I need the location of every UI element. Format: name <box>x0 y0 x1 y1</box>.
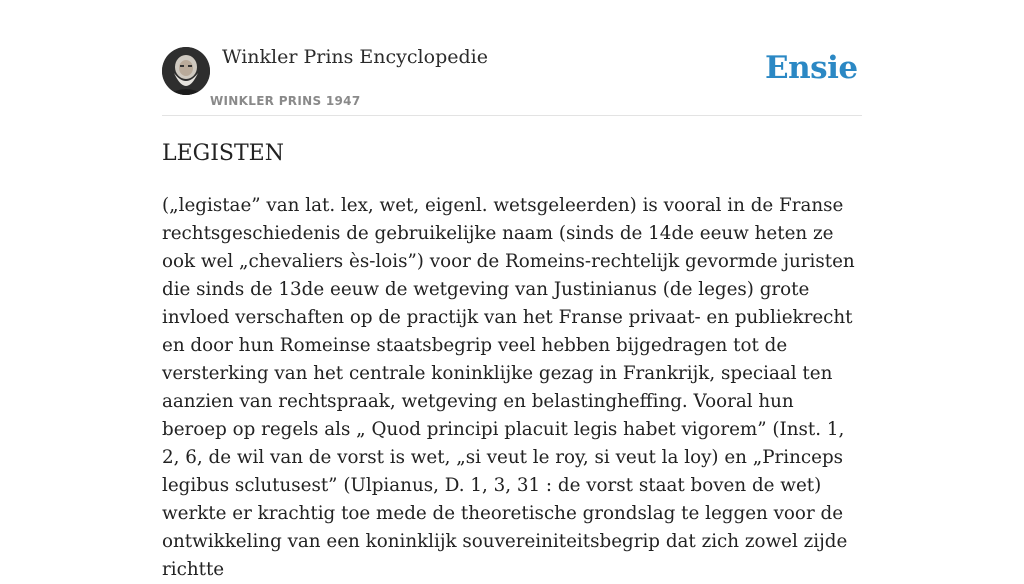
author-avatar <box>162 47 210 95</box>
article-title: LEGISTEN <box>162 141 284 166</box>
author-portrait-icon <box>162 47 210 95</box>
header-divider <box>162 115 862 116</box>
site-logo[interactable]: Ensie <box>765 50 858 86</box>
publication-name[interactable]: Winkler Prins Encyclopedie <box>222 46 488 68</box>
article-body: („legistae” van lat. lex, wet, eigenl. wetsgeleerden) is vooral in de Franse rechtsgeschiedenis de gebruikelijke naam (sinds de 14de eeuw heten ze ook wel „chevaliers ès-lois”) voor de Romeins-rechtelijk gevormde juristen die sinds de 13de eeuw de wetgeving van Justinianus (de leges) grote invloed verschaften op de practijk van het Franse privaat- en publiekrecht en door hun Romeinse staatsbegrip veel hebben bijgedragen tot de versterking van het centrale koninklijke gezag in Frankrijk, speciaal ten aanzien van rechtspraak, wetgeving en belastingheffing. Vooral hun beroep op regels als „ Quod principi placuit legis habet vigorem” (Inst. 1, 2, 6, de wil van de vorst is wet, „si veut le roy, si veut la loy) en „Princeps legibus sclutusest” (Ulpianus, D. 1, 3, 31 : de vorst staat boven de wet) werkte er krachtig toe mede de theoretische grondslag te leggen voor de ontwikkeling van een koninklijk souvereiniteitsbegrip dat zich zowel zijde richtte <box>162 195 855 580</box>
publication-edition[interactable]: WINKLER PRINS 1947 <box>210 94 361 108</box>
